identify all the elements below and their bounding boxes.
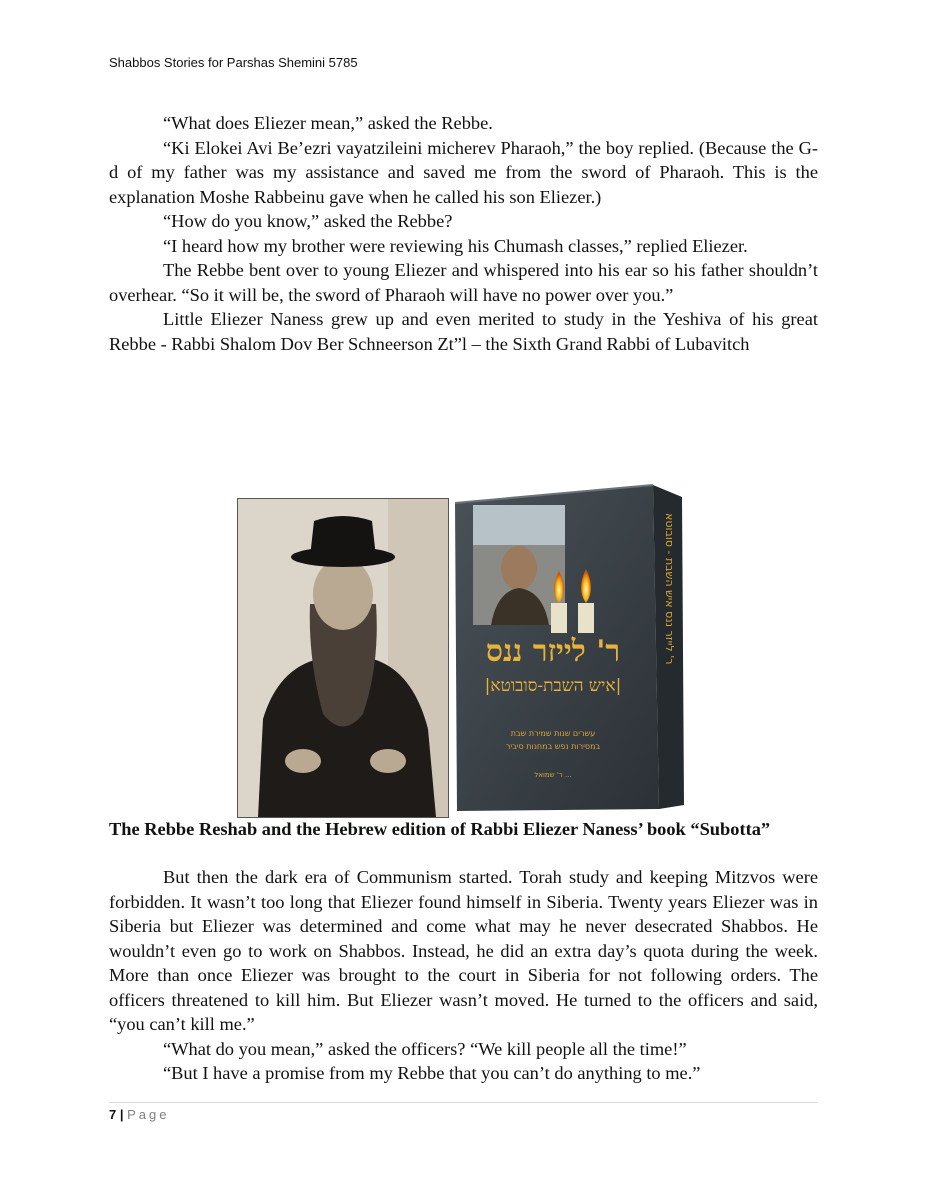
book-title: ר' לייזר ננס (485, 634, 621, 669)
paragraph: “Ki Elokei Avi Be’ezri vayatzileini micherev Pharaoh,” the boy replied. (Because the G-d of my father was my assistance and saved me from the sword of Pharaoh. This is the explanation Moshe Rabbeinu gave when he called his son Eliezer.) (109, 137, 818, 207)
book-blurb-line1: עשרים שנות שמירת שבת (510, 729, 596, 738)
story-text-top (109, 111, 818, 356)
page-footer (109, 1107, 170, 1122)
paragraph: “But I have a promise from my Rebbe that you can’t do anything to me.” (163, 1063, 701, 1083)
subotta-book-cover (453, 483, 684, 813)
paragraph: The Rebbe bent over to young Eliezer and whispered into his ear so his father shouldn’t overhear. “So it will be, the sword of Pharaoh will have no power over you.” (109, 260, 818, 305)
book-cover-art (453, 483, 684, 813)
rebbe-portrait-illustration (238, 499, 448, 817)
page-number: 7 (109, 1107, 117, 1122)
paragraph: “I heard how my brother were reviewing his Chumash classes,” replied Eliezer. (163, 235, 748, 256)
figure-caption: The Rebbe Reshab and the Hebrew edition of Rabbi Eliezer Naness’ book “Subotta” (109, 819, 771, 839)
paragraph: But then the dark era of Communism started. Torah study and keeping Mitzvos were forbidden. It wasn’t too long that Eliezer found himself in Siberia. Twenty years Eliezer was in Siberia but Eliezer was determined and come what may he never desecrated Shabbos. He wouldn’t even go to work on Shabbos. Instead, he did an extra day’s quota during the week. More than once Eliezer was brought to the court in Siberia for not following orders. The officers threatened to kill him. But Eliezer wasn’t moved. He turned to the officers and said, “you can’t kill me.” (109, 867, 818, 1034)
page-label: Page (127, 1107, 170, 1122)
book-spine-text: ר' לייזר ננס איש השבת - סובוטא (663, 513, 676, 665)
book-subtitle: |איש השבת-סובוטא| (484, 676, 622, 696)
rebbe-reshab-photo (237, 498, 449, 818)
paragraph: “What do you mean,” asked the officers? “We kill people all the time!” (163, 1038, 687, 1059)
footer-separator: | (119, 1107, 124, 1122)
paragraph: “How do you know,” asked the Rebbe? (163, 211, 453, 231)
paragraph: Little Eliezer Naness grew up and even merited to study in the Yeshiva of his great Rebbe - Rabbi Shalom Dov Ber Schneerson Zt”l – the Sixth Grand Rabbi of Lubavitch (109, 309, 818, 354)
story-text-bottom (109, 865, 818, 1086)
footer-divider (109, 1102, 818, 1103)
book-author: ר' שמואל ... (534, 771, 572, 779)
running-header: Shabbos Stories for Parshas Shemini 5785 (109, 55, 358, 70)
paragraph: “What does Eliezer mean,” asked the Rebbe. (163, 113, 493, 133)
book-blurb-line2: במסירות נפש במחנות סיביר (505, 742, 601, 751)
